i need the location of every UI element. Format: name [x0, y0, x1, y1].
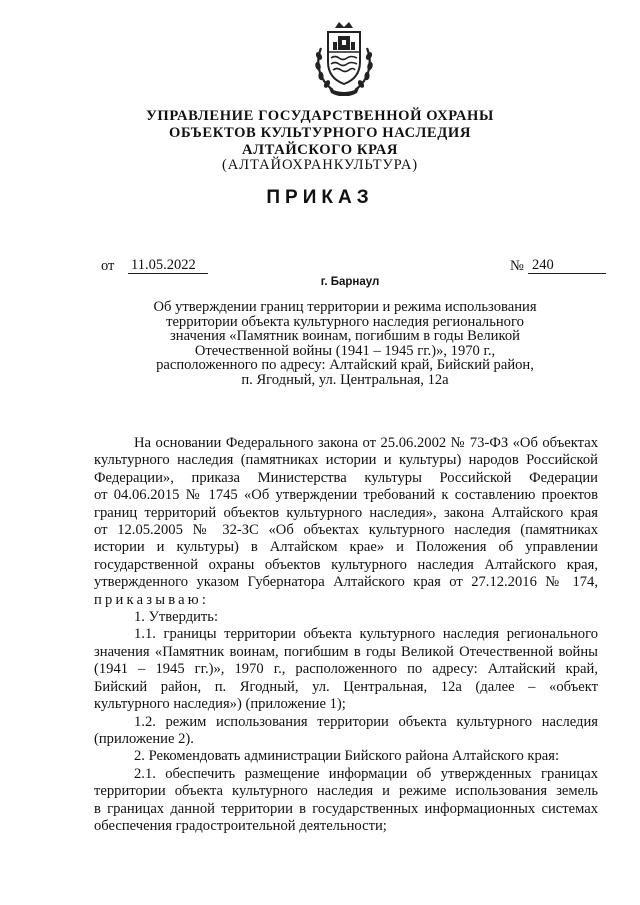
item-2-1-line: обеспечения градостроительной деятельности; [94, 817, 387, 834]
subject-line: расположенного по адресу: Алтайский край, Бийский район, [156, 357, 534, 374]
item-2-1-line: в границах данной территории в государственных информационных системах [94, 800, 598, 817]
org-name-line1: УПРАВЛЕНИЕ ГОСУДАРСТВЕННОЙ ОХРАНЫ [146, 108, 494, 124]
subject-line: значения «Памятник воинам, погибшим в годы Великой [170, 328, 520, 345]
coat-of-arms-icon [311, 18, 377, 96]
item-1-1-line: (1941 – 1945 гг.)», 1970 г., расположенного по адресу: Алтайский край, [94, 661, 598, 678]
item-1-2-line: 1.2. режим использования территории объекта культурного наследия [134, 713, 598, 730]
item-1-2-line: (приложение 2). [94, 730, 194, 747]
subject-line: Об утверждении границ территории и режима использования [153, 299, 537, 315]
org-name-line3: АЛТАЙСКОГО КРАЯ [241, 142, 399, 158]
date-prefix: от [101, 258, 115, 274]
document-number: 240 [528, 258, 606, 274]
body-line: На основании Федерального закона от 25.06.2002 № 73-ФЗ «Об объектах [134, 435, 598, 451]
body-line: от 04.06.2015 № 1745 «Об утверждении требований к составлению проектов [94, 487, 598, 504]
org-abbreviation: (АЛТАЙОХРАНКУЛЬТУРА) [221, 157, 419, 173]
document-type-title: ПРИКАЗ [266, 187, 374, 208]
item-2-1-line: территории объекта культурного наследия и режиме использования земель [94, 783, 598, 800]
item-1-1-line: Бийский район, п. Ягодный, ул. Центральная, 12а (далее – «объект [94, 678, 598, 695]
org-name-line2: ОБЪЕКТОВ КУЛЬТУРНОГО НАСЛЕДИЯ [169, 125, 471, 141]
item-1-1-line: культурного наследия») (приложение 1); [94, 696, 346, 713]
subject-line: Отечественной войны (1941 – 1945 гг.)», 1970 г., [194, 342, 496, 359]
body-line: культурного наследия (памятниках истории и культуры) народов Российской [94, 452, 598, 469]
order-verb: приказываю: [94, 591, 210, 608]
body-line: государственной охраны объектов культурного наследия Алтайского края, [94, 556, 598, 573]
body-line: от 12.05.2005 № 32-ЗС «Об объектах культурного наследия (памятниках [94, 522, 598, 539]
document-body [94, 435, 598, 835]
body-line: истории и культуры) в Алтайском крае» и Положения об управлении [94, 539, 598, 556]
item-1-heading: 1. Утвердить: [134, 609, 219, 626]
item-2-heading: 2. Рекомендовать администрации Бийского района Алтайского края: [134, 748, 560, 765]
item-2-1-line: 2.1. обеспечить размещение информации об утвержденных границах [134, 765, 598, 782]
item-1-1-line: значения «Памятник воинам, погибшим в годы Великой Отечественной войны [94, 643, 598, 660]
body-line: утвержденного указом Губернатора Алтайского края от 27.12.2016 № 174, [94, 574, 598, 591]
city-name: г. Барнаул [320, 276, 380, 288]
subject-line: п. Ягодный, ул. Центральная, 12а [241, 371, 449, 388]
body-line: Федерации», приказа Министерства культуры Российской Федерации [94, 469, 598, 486]
document-subject [130, 300, 560, 388]
item-1-1-line: 1.1. границы территории объекта культурного наследия регионального [134, 626, 598, 643]
document-date: 11.05.2022 [128, 258, 208, 274]
subject-line: территории объекта культурного наследия регионального [166, 313, 524, 330]
number-prefix: № [510, 258, 524, 274]
body-line: границ территорий объектов культурного наследия», закона Алтайского края [94, 504, 598, 521]
